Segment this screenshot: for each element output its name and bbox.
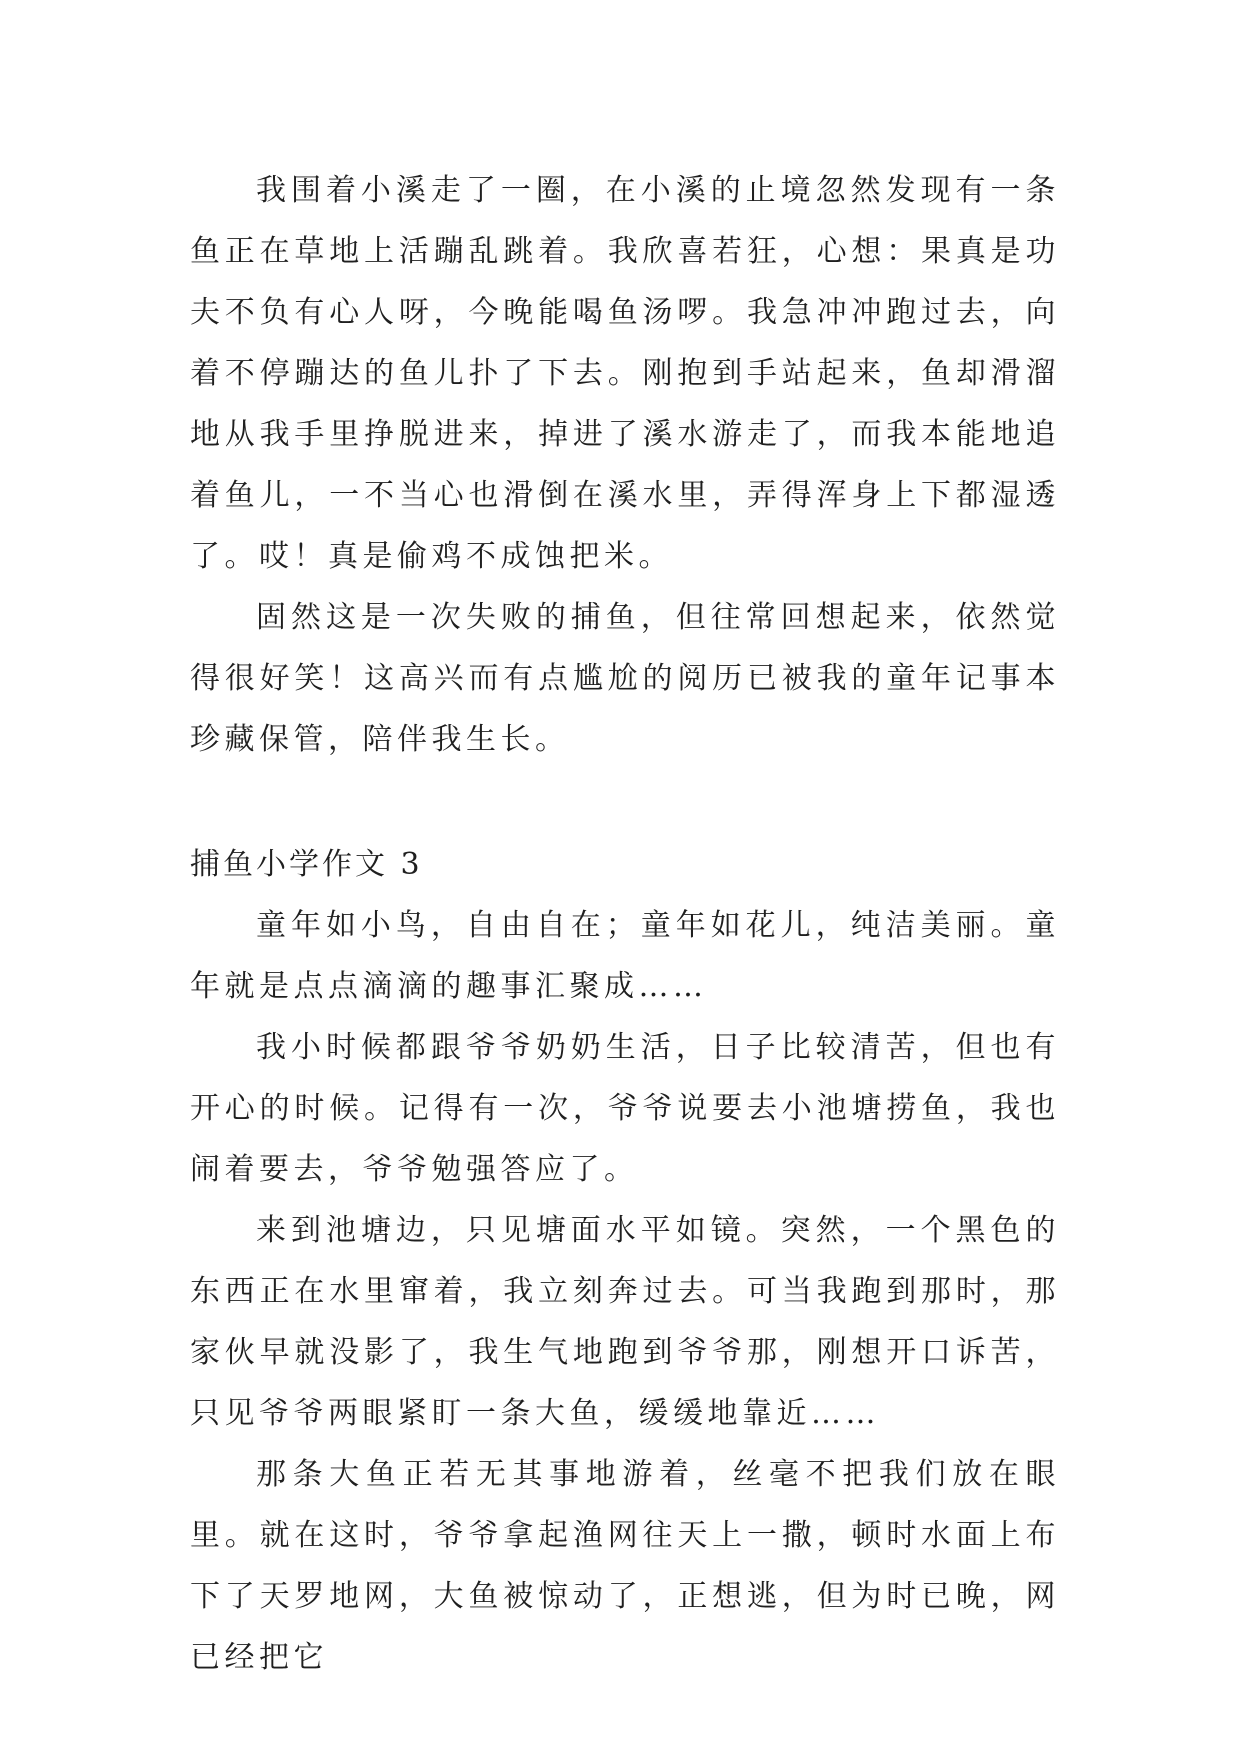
paragraph-big-fish: 那条大鱼正若无其事地游着，丝毫不把我们放在眼里。就在这时，爷爷拿起渔网往天上一撒，顿时水面上布下了天罗地网，大鱼被惊动了，正想逃，但为时已晚，网已经把它 [190,1457,1060,1675]
document-body [190,160,1060,1688]
paragraph-failed-fishing: 固然这是一次失败的捕鱼，但往常回想起来，依然觉得很好笑！这高兴而有点尴尬的阅历已被我的童年记事本珍藏保管，陪伴我生长。 [190,600,1060,757]
paragraph-grandparents: 我小时候都跟爷爷奶奶生活，日子比较清苦，但也有开心的时候。记得有一次，爷爷说要去小池塘捞鱼，我也闹着要去，爷爷勉强答应了。 [190,1030,1060,1187]
paragraph-fish-escape: 我围着小溪走了一圈，在小溪的止境忽然发现有一条鱼正在草地上活蹦乱跳着。我欣喜若狂，心想：果真是功夫不负有心人呀，今晚能喝鱼汤啰。我急冲冲跑过去，向着不停蹦达的鱼儿扑了下去。刚抱到手站起来，鱼却滑溜地从我手里挣脱进来，掉进了溪水游走了，而我本能地追着鱼儿，一不当心也滑倒在溪水里，弄得浑身上下都湿透了。哎！真是偷鸡不成蚀把米。 [190,173,1060,574]
paragraph-pond: 来到池塘边，只见塘面水平如镜。突然，一个黑色的东西正在水里窜着，我立刻奔过去。可当我跑到那时，那家伙早就没影了，我生气地跑到爷爷那，刚想开口诉苦，只见爷爷两眼紧盯一条大鱼，缓缓地靠近…… [190,1213,1060,1431]
paragraph-childhood: 童年如小鸟，自由自在；童年如花儿，纯洁美丽。童年就是点点滴滴的趣事汇聚成…… [190,908,1060,1004]
essay-title: 捕鱼小学作文 3 [190,847,423,882]
